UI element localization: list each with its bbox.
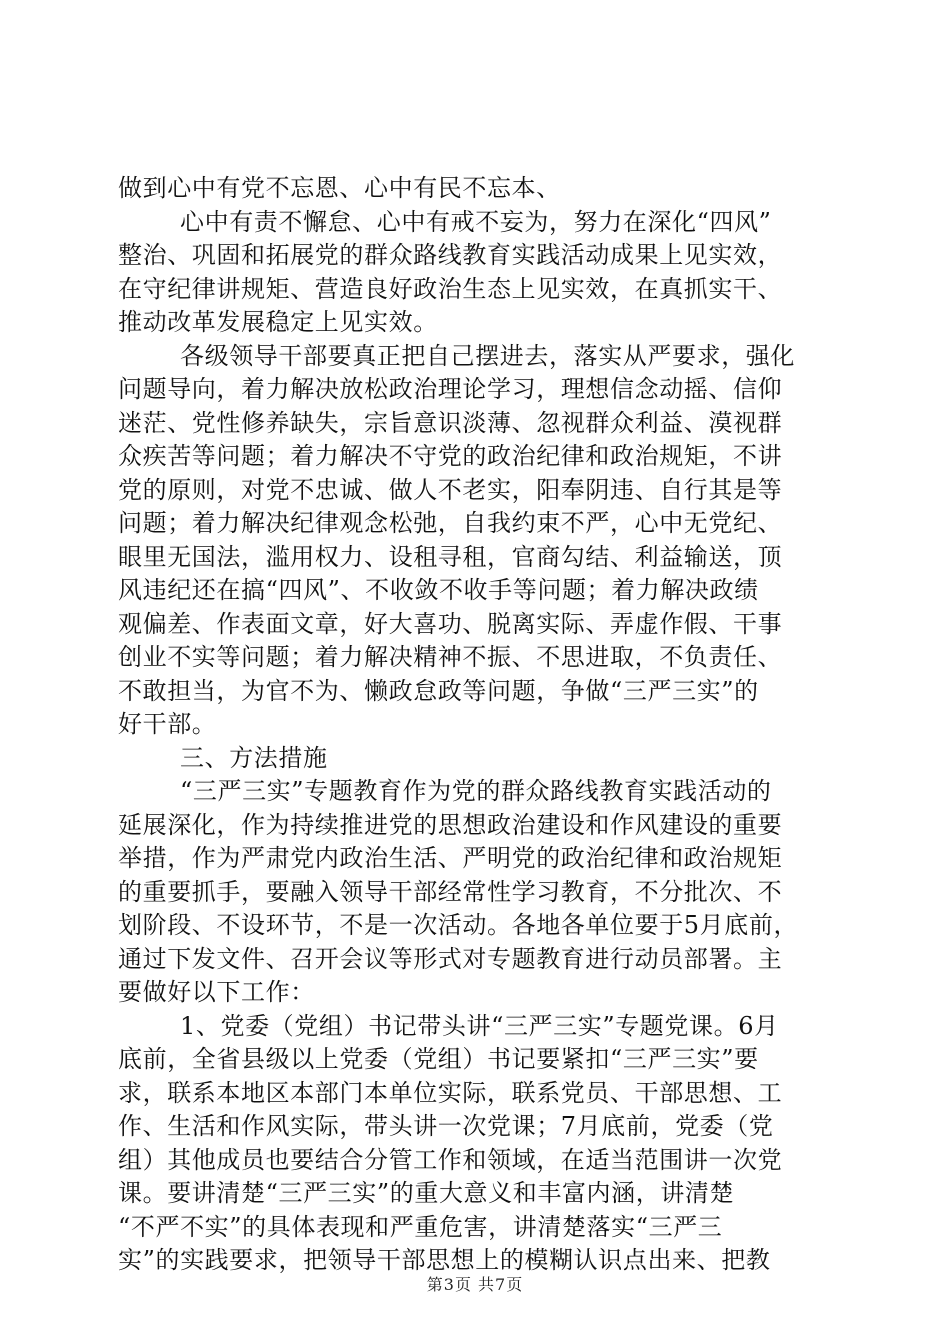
text-line: 划阶段、不设环节，不是一次活动。各地各单位要于5月底前， [118, 911, 799, 939]
text-line: 好干部。 [118, 710, 217, 738]
text-line: 求，联系本地区本部门本单位实际，联系党员、干部思想、工 [118, 1078, 783, 1107]
text-line: 党的原则，对党不忠诚、做人不老实，阳奉阴违、自行其是等 [118, 475, 783, 504]
text-line: 推动改革发展稳定上见实效。 [118, 308, 438, 336]
text-line: 问题导向，着力解决放松政治理论学习，理想信念动摇、信仰 [118, 375, 783, 403]
text-line: 各级领导干部要真正把自己摆进去，落实从严要求，强化 [180, 341, 795, 370]
text-line: 不敢担当，为官不为、懒政怠政等问题，争做“三严三实”的 [118, 676, 759, 705]
text-line: 创业不实等问题；着力解决精神不振、不思进取，不负责任、 [118, 643, 783, 671]
text-line: 底前，全省县级以上党委（党组）书记要紧扣“三严三实”要 [118, 1045, 759, 1073]
document-body [118, 172, 838, 1278]
text-line: 风违纪还在搞“四风”、不收敛不收手等问题；着力解决政绩 [118, 576, 759, 604]
text-line: 的重要抓手，要融入领导干部经常性学习教育，不分批次、不 [118, 877, 783, 906]
text-line: 要做好以下工作： [118, 978, 315, 1006]
text-line: 举措，作为严肃党内政治生活、严明党的政治纪律和政治规矩 [118, 844, 783, 872]
text-line: 在守纪律讲规矩、营造良好政治生态上见实效，在真抓实干、 [118, 274, 783, 303]
text-line: 眼里无国法，滥用权力、设租寻租，官商勾结、利益输送，顶 [118, 542, 783, 571]
text-line: 实”的实践要求，把领导干部思想上的模糊认识点出来、把教 [118, 1246, 771, 1274]
text-line: 心中有责不懈怠、心中有戒不妄为，努力在深化“四风” [180, 207, 772, 236]
text-line: 三、方法措施 [180, 743, 328, 772]
page-footer: 第3页 共7页 [426, 1275, 524, 1294]
text-line: “不严不实”的具体表现和严重危害，讲清楚落实“三严三 [118, 1212, 723, 1241]
text-line: 观偏差、作表面文章，好大喜功、脱离实际、弄虚作假、干事 [118, 609, 783, 638]
text-line: 迷茫、党性修养缺失，宗旨意识淡薄、忽视群众利益、漠视群 [118, 408, 783, 437]
text-line: 众疾苦等问题；着力解决不守党的政治纪律和政治规矩，不讲 [118, 442, 783, 470]
text-line: 作、生活和作风实际，带头讲一次党课；7月底前，党委（党 [118, 1112, 774, 1140]
text-line: 整治、巩固和拓展党的群众路线教育实践活动成果上见实效， [118, 241, 783, 269]
text-line: “三严三实”专题教育作为党的群众路线教育实践活动的 [180, 777, 772, 805]
text-line: 通过下发文件、召开会议等形式对专题教育进行动员部署。主 [118, 944, 783, 973]
text-line: 组）其他成员也要结合分管工作和领域，在适当范围讲一次党 [118, 1145, 783, 1174]
text-line: 课。要讲清楚“三严三实”的重大意义和丰富内涵，讲清楚 [118, 1179, 735, 1207]
text-line: 延展深化，作为持续推进党的思想政治建设和作风建设的重要 [118, 810, 783, 839]
text-line: 做到心中有党不忘恩、心中有民不忘本、 [118, 174, 561, 202]
text-line: 1、党委（党组）书记带头讲“三严三实”专题党课。6月 [180, 1011, 779, 1040]
text-line: 问题；着力解决纪律观念松弛，自我约束不严，心中无党纪、 [118, 509, 783, 537]
